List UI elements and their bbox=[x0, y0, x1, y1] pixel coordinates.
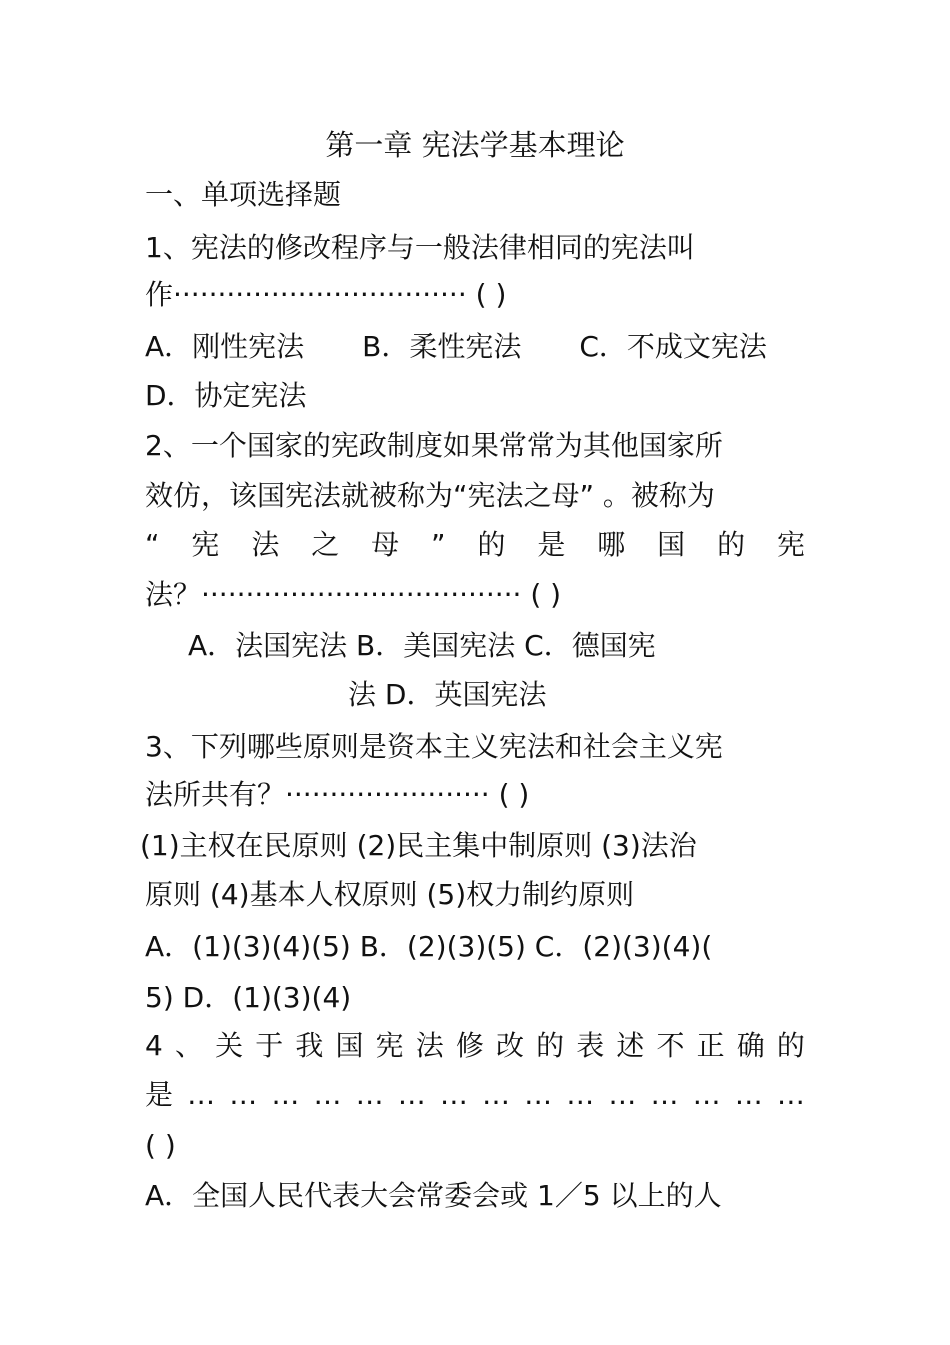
q4-stem-line2 bbox=[145, 1075, 805, 1115]
q4-char: … bbox=[355, 1078, 384, 1111]
q4-char: 修 bbox=[455, 1029, 484, 1062]
q1-option-c: C．不成文宪法 bbox=[579, 330, 767, 363]
q2-char: 哪 bbox=[597, 528, 626, 561]
q2-stem-line1: 2、一个国家的宪政制度如果常常为其他国家所 bbox=[145, 429, 723, 462]
q4-char: 于 bbox=[255, 1029, 284, 1062]
q4-char: 是 bbox=[145, 1078, 174, 1111]
q4-char: … bbox=[566, 1078, 595, 1111]
q2-char: “ bbox=[145, 528, 160, 561]
q2-char: 宪 bbox=[776, 528, 805, 561]
q4-char: 表 bbox=[576, 1029, 605, 1062]
q2-options-line2: 法 D．英国宪法 bbox=[348, 678, 547, 711]
q4-answer-blank: ( ) bbox=[145, 1129, 176, 1162]
q4-char: … bbox=[313, 1078, 342, 1111]
q1-option-d: D．协定宪法 bbox=[145, 379, 307, 412]
q2-char: 国 bbox=[657, 528, 686, 561]
q4-char: 法 bbox=[415, 1029, 444, 1062]
q4-char: … bbox=[734, 1078, 763, 1111]
q3-stem-line1: 3、下列哪些原则是资本主义宪法和社会主义宪 bbox=[145, 730, 723, 763]
q2-char: ” bbox=[431, 528, 446, 561]
q2-char: 的 bbox=[717, 528, 746, 561]
chapter-title: 第一章 宪法学基本理论 bbox=[325, 128, 625, 162]
q3-items-line1: (1)主权在民原则 (2)民主集中制原则 (3)法治 bbox=[140, 829, 697, 862]
q4-char: 述 bbox=[616, 1029, 645, 1062]
q4-char: 关 bbox=[215, 1029, 244, 1062]
q4-char: 改 bbox=[495, 1029, 524, 1062]
q4-char: 国 bbox=[335, 1029, 364, 1062]
q4-stem-line1 bbox=[145, 1026, 805, 1066]
q2-char: 法 bbox=[251, 528, 280, 561]
q4-char: … bbox=[692, 1078, 721, 1111]
q4-char: … bbox=[776, 1078, 805, 1111]
q2-options-line1: A．法国宪法 B．美国宪法 C．德国宪 bbox=[188, 629, 656, 662]
q4-char: 、 bbox=[174, 1029, 203, 1062]
q4-char: 我 bbox=[295, 1029, 324, 1062]
q3-options-line2: 5) D．(1)(3)(4) bbox=[145, 981, 352, 1014]
q4-char: 4 bbox=[145, 1029, 163, 1062]
q2-stem-line3 bbox=[145, 525, 805, 565]
q2-char: 的 bbox=[477, 528, 506, 561]
q4-char: … bbox=[397, 1078, 426, 1111]
q1-option-b: B．柔性宪法 bbox=[362, 330, 522, 363]
q2-char: 宪 bbox=[191, 528, 220, 561]
q2-char: 母 bbox=[371, 528, 400, 561]
q4-char: … bbox=[187, 1078, 216, 1111]
q2-stem-line2: 效仿，该国宪法就被称为“宪法之母” 。被称为 bbox=[145, 479, 715, 512]
q4-char: … bbox=[650, 1078, 679, 1111]
q3-options-line1: A．(1)(3)(4)(5) B．(2)(3)(5) C．(2)(3)(4)( bbox=[145, 930, 713, 963]
q4-char: … bbox=[608, 1078, 637, 1111]
q4-char: … bbox=[229, 1078, 258, 1111]
q2-stem-line4: 法？···································· ( ) bbox=[145, 578, 562, 611]
q2-char: 之 bbox=[311, 528, 340, 561]
q1-stem-line1: 1、宪法的修改程序与一般法律相同的宪法叫 bbox=[145, 231, 695, 264]
q4-char: 不 bbox=[656, 1029, 685, 1062]
q4-option-a: A．全国人民代表大会常委会或 1／5 以上的人 bbox=[145, 1179, 722, 1212]
q1-options bbox=[145, 327, 805, 367]
q4-char: 的 bbox=[776, 1029, 805, 1062]
q3-items-line2: 原则 (4)基本人权原则 (5)权力制约原则 bbox=[145, 878, 635, 911]
q4-char: … bbox=[482, 1078, 511, 1111]
q2-char: 是 bbox=[537, 528, 566, 561]
q4-char: … bbox=[439, 1078, 468, 1111]
q3-stem-line2: 法所共有？······················· ( ) bbox=[145, 778, 530, 811]
q4-char: 确 bbox=[736, 1029, 765, 1062]
q4-char: … bbox=[524, 1078, 553, 1111]
section-heading: 一、单项选择题 bbox=[145, 178, 342, 211]
q4-char: 的 bbox=[536, 1029, 565, 1062]
q1-stem-line2: 作································· ( ) bbox=[145, 278, 507, 311]
q4-char: 宪 bbox=[375, 1029, 404, 1062]
q1-option-a: A．刚性宪法 bbox=[145, 330, 305, 363]
q4-char: 正 bbox=[696, 1029, 725, 1062]
q4-char: … bbox=[271, 1078, 300, 1111]
